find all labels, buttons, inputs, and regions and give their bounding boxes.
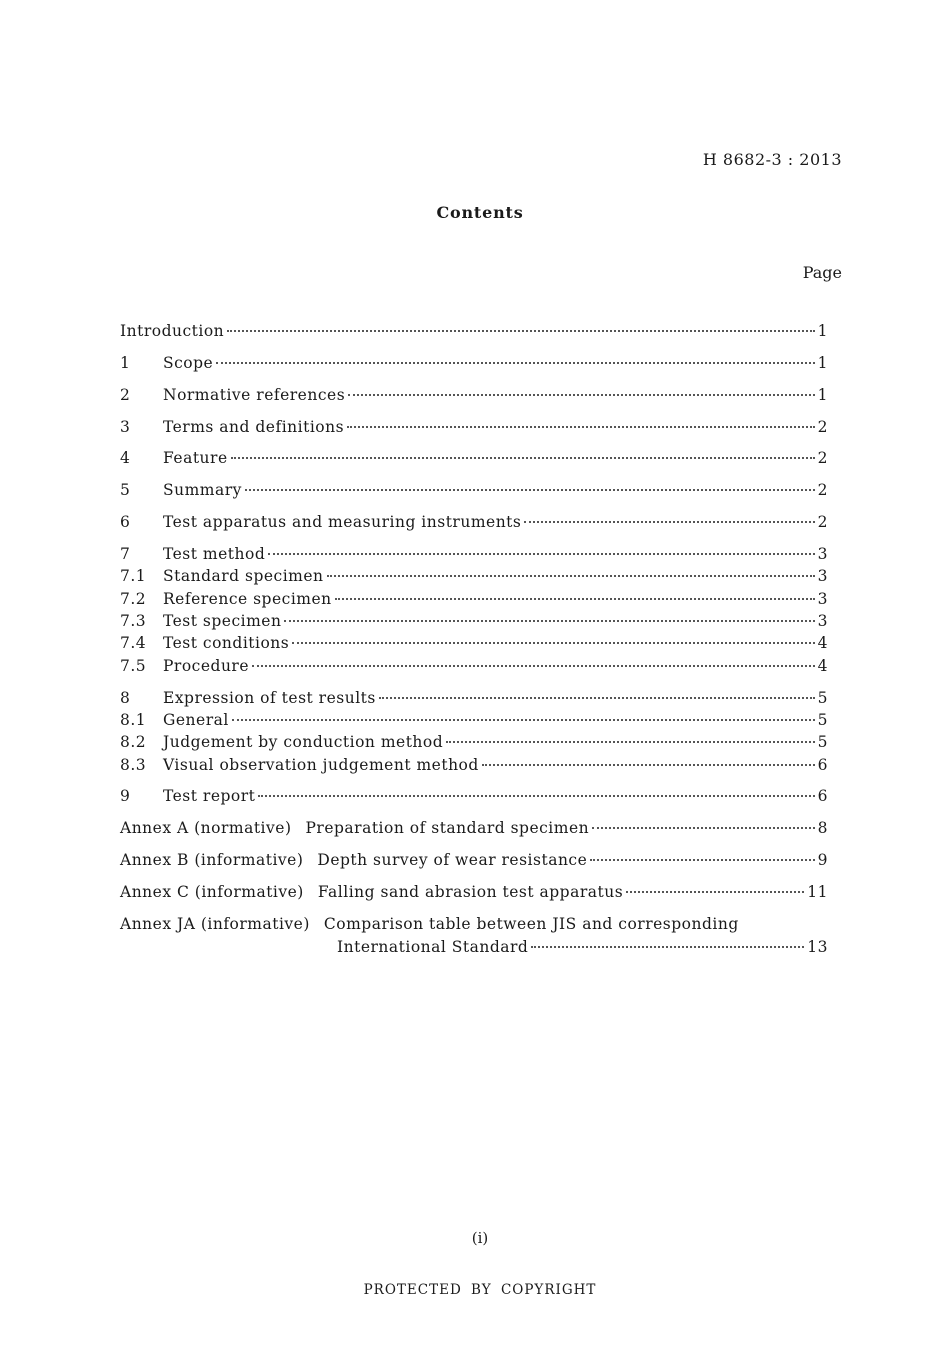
toc-section-number: 8.3 xyxy=(120,756,147,774)
dot-leader xyxy=(284,620,814,622)
toc-entry-general[interactable] xyxy=(120,711,828,733)
page-title: Contents xyxy=(436,203,524,222)
dot-leader xyxy=(227,330,814,332)
toc-entry-normative-references[interactable] xyxy=(120,386,828,408)
toc-title: Depth survey of wear resistance xyxy=(317,851,588,869)
toc-page-number: 5 xyxy=(817,689,828,707)
toc-entry-expression-of-test-results[interactable] xyxy=(120,689,828,711)
toc-section-number: 9 xyxy=(120,787,131,805)
toc-title: Introduction xyxy=(120,322,225,340)
page-column-label: Page xyxy=(802,263,842,282)
toc-page-number: 1 xyxy=(817,354,828,372)
toc-entry-feature[interactable] xyxy=(120,449,828,471)
toc-page-number: 6 xyxy=(817,787,828,805)
toc-annex-label: Annex C (informative) xyxy=(120,883,304,901)
toc-entry-procedure[interactable] xyxy=(120,657,828,679)
toc-title: Falling sand abrasion test apparatus xyxy=(317,883,624,901)
document-id: H 8682-3 : 2013 xyxy=(702,150,842,169)
dot-leader xyxy=(590,859,814,861)
toc-entry-annex-a[interactable] xyxy=(120,819,828,841)
toc-section-number: 7.4 xyxy=(120,634,147,652)
toc-title: Procedure xyxy=(163,657,250,675)
toc-section-number: 8.1 xyxy=(120,711,147,729)
toc-title: Test apparatus and measuring instruments xyxy=(163,513,522,531)
dot-leader xyxy=(216,362,814,364)
toc-page-number: 6 xyxy=(817,756,828,774)
toc-section-number: 7 xyxy=(120,545,131,563)
copyright-notice: PROTECTED BY COPYRIGHT xyxy=(363,1282,597,1298)
toc-title: Test method xyxy=(163,545,266,563)
toc-annex-label: Annex JA (informative) xyxy=(120,915,310,933)
toc-entry-annex-c[interactable] xyxy=(120,883,828,905)
toc-entry-reference-specimen[interactable] xyxy=(120,590,828,612)
toc-page-number: 2 xyxy=(817,513,828,531)
dot-leader xyxy=(245,489,815,491)
toc-title: Standard specimen xyxy=(163,567,324,585)
toc-title: Reference specimen xyxy=(163,590,332,608)
toc-entry-test-method[interactable] xyxy=(120,545,828,567)
toc-entry-test-specimen[interactable] xyxy=(120,612,828,634)
toc-page-number: 4 xyxy=(817,634,828,652)
dot-leader xyxy=(232,719,815,721)
dot-leader xyxy=(231,457,815,459)
toc-entry-annex-ja-continuation[interactable] xyxy=(337,938,828,960)
dot-leader xyxy=(446,741,814,743)
toc-page-number: 2 xyxy=(817,449,828,467)
toc-entry-standard-specimen[interactable] xyxy=(120,567,828,589)
toc-entry-introduction[interactable] xyxy=(120,322,828,344)
toc-title: International Standard xyxy=(337,938,529,956)
toc-section-number: 4 xyxy=(120,449,131,467)
toc-annex-label: Annex B (informative) xyxy=(120,851,304,869)
toc-entry-test-apparatus[interactable] xyxy=(120,513,828,535)
toc-entry-test-report[interactable] xyxy=(120,787,828,809)
toc-title: Summary xyxy=(163,481,242,499)
dot-leader xyxy=(258,795,814,797)
toc-page-number: 2 xyxy=(817,481,828,499)
toc-section-number: 6 xyxy=(120,513,131,531)
toc-entry-visual-observation[interactable] xyxy=(120,756,828,778)
toc-title: General xyxy=(163,711,229,729)
toc-title: Expression of test results xyxy=(163,689,376,707)
toc-title: Feature xyxy=(163,449,228,467)
toc-entry-annex-ja[interactable] xyxy=(120,915,828,937)
toc-section-number: 8 xyxy=(120,689,131,707)
dot-leader xyxy=(292,642,814,644)
toc-page-number: 5 xyxy=(817,711,828,729)
toc-page-number: 3 xyxy=(817,567,828,585)
toc-page-number: 3 xyxy=(817,545,828,563)
toc-title: Test conditions xyxy=(163,634,290,652)
toc-title: Test report xyxy=(163,787,256,805)
toc-page-number: 9 xyxy=(817,851,828,869)
toc-section-number: 5 xyxy=(120,481,131,499)
dot-leader xyxy=(592,827,815,829)
toc-page-number: 1 xyxy=(817,322,828,340)
dot-leader xyxy=(327,575,815,577)
toc-section-number: 7.5 xyxy=(120,657,147,675)
dot-leader xyxy=(626,891,804,893)
dot-leader xyxy=(524,521,814,523)
toc-page-number: 13 xyxy=(807,938,828,956)
toc-page-number: 2 xyxy=(817,418,828,436)
toc-section-number: 1 xyxy=(120,354,131,372)
toc-entry-scope[interactable] xyxy=(120,354,828,376)
dot-leader xyxy=(379,697,815,699)
toc-entry-judgement-by-conduction[interactable] xyxy=(120,733,828,755)
toc-title: Terms and definitions xyxy=(163,418,345,436)
toc-section-number: 7.3 xyxy=(120,612,147,630)
toc-section-number: 8.2 xyxy=(120,733,147,751)
dot-leader xyxy=(482,764,815,766)
dot-leader xyxy=(348,394,814,396)
toc-title: Test specimen xyxy=(163,612,282,630)
toc-annex-label: Annex A (normative) xyxy=(120,819,292,837)
dot-leader xyxy=(335,598,815,600)
toc-page-number: 5 xyxy=(817,733,828,751)
toc-section-number: 7.1 xyxy=(120,567,147,585)
toc-page-number: 11 xyxy=(807,883,828,901)
toc-section-number: 2 xyxy=(120,386,131,404)
toc-page-number: 4 xyxy=(817,657,828,675)
toc-title: Visual observation judgement method xyxy=(163,756,479,774)
toc-title: Scope xyxy=(163,354,214,372)
toc-title: Judgement by conduction method xyxy=(163,733,444,751)
toc-title: Preparation of standard specimen xyxy=(305,819,590,837)
toc-section-number: 7.2 xyxy=(120,590,147,608)
toc-entry-summary[interactable] xyxy=(120,481,828,503)
toc-section-number: 3 xyxy=(120,418,131,436)
toc-page-number: 8 xyxy=(817,819,828,837)
toc-page-number: 3 xyxy=(817,612,828,630)
toc-page-number: 3 xyxy=(817,590,828,608)
page-number: (i) xyxy=(471,1229,489,1247)
dot-leader xyxy=(252,665,815,667)
dot-leader xyxy=(347,426,815,428)
dot-leader xyxy=(268,553,814,555)
toc-entry-terms-and-definitions[interactable] xyxy=(120,418,828,440)
toc-entry-annex-b[interactable] xyxy=(120,851,828,873)
toc-title: Comparison table between JIS and corresponding xyxy=(323,915,739,933)
toc-entry-test-conditions[interactable] xyxy=(120,634,828,656)
toc-page-number: 1 xyxy=(817,386,828,404)
toc-title: Normative references xyxy=(163,386,346,404)
dot-leader xyxy=(531,946,804,948)
